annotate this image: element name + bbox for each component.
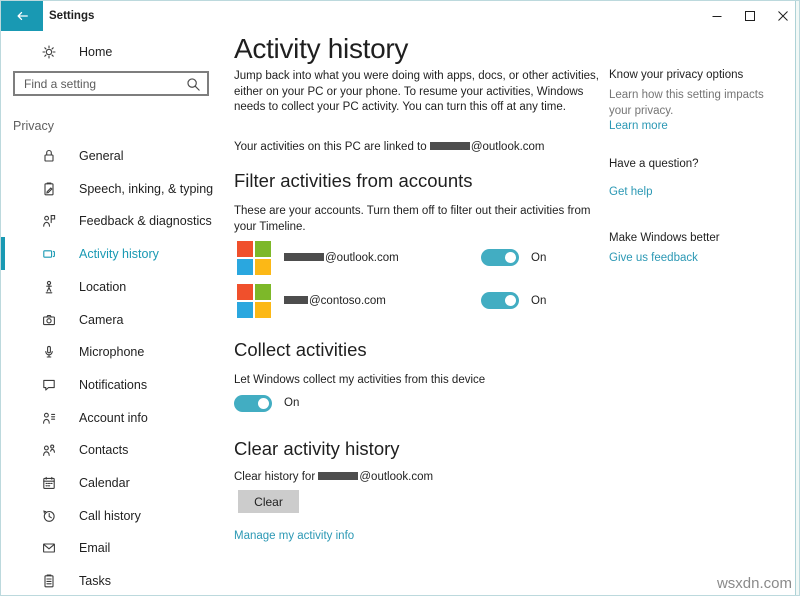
give-feedback-link[interactable]: Give us feedback	[609, 252, 698, 264]
search-icon[interactable]	[185, 76, 202, 93]
person-flag-icon	[41, 213, 57, 229]
sidebar-item-location[interactable]: Location	[1, 270, 231, 303]
sidebar-item-tasks[interactable]: Tasks	[1, 564, 231, 596]
sidebar-item-general[interactable]: General	[1, 139, 231, 172]
sidebar-item-call-history[interactable]: Call history	[1, 499, 231, 532]
minimize-button[interactable]	[700, 1, 733, 31]
collect-toggle-row	[234, 395, 299, 412]
account-row-outlook	[237, 241, 607, 275]
privacy-options-heading: Know your privacy options	[609, 69, 744, 81]
filter-description: These are your accounts. Turn them off to filter out their activities from your Timeline.	[234, 205, 591, 233]
redacted-email	[284, 296, 308, 304]
get-help-link[interactable]: Get help	[609, 186, 653, 198]
sidebar-item-account-info[interactable]: Account info	[1, 401, 231, 434]
clipboard-list-icon	[41, 573, 57, 589]
clock-icon	[41, 508, 57, 524]
linked-account-line: Your activities on this PC are linked to @outlook.com	[234, 141, 545, 153]
close-icon	[778, 11, 788, 21]
sidebar-item-email[interactable]: Email	[1, 531, 231, 564]
back-button[interactable]	[1, 1, 43, 31]
clear-heading: Clear activity history	[234, 438, 400, 459]
account-row-contoso	[237, 284, 607, 318]
camera-icon	[41, 312, 57, 328]
lock-icon	[41, 148, 57, 164]
sidebar-item-feedback[interactable]: Feedback & diagnostics	[1, 204, 231, 237]
collect-description: Let Windows collect my activities from this device	[234, 374, 486, 386]
intro-text: Jump back into what you were doing with apps, docs, or other activities, either on your PC or your phone. To resume your activities, Windows needs to collect your PC activity. You can turn this off at any time.	[234, 70, 599, 113]
back-arrow-icon	[15, 9, 30, 23]
selected-indicator	[1, 237, 5, 270]
have-question-heading: Have a question?	[609, 158, 699, 170]
window-edge	[795, 1, 799, 595]
sidebar-item-microphone[interactable]: Microphone	[1, 335, 231, 368]
sidebar-item-calendar[interactable]: Calendar	[1, 466, 231, 499]
sidebar-item-activity-history[interactable]: Activity history	[1, 237, 231, 270]
speech-bubble-icon	[41, 377, 57, 393]
sidebar-item-contacts[interactable]: Contacts	[1, 433, 231, 466]
two-people-icon	[41, 442, 57, 458]
clear-button[interactable]: Clear	[238, 490, 299, 513]
toggle-knob	[258, 398, 269, 409]
redacted-email	[318, 472, 358, 480]
sidebar-item-speech[interactable]: Speech, inking, & typing	[1, 172, 231, 205]
minimize-icon	[712, 11, 722, 21]
sidebar-item-home[interactable]	[1, 39, 231, 65]
microphone-icon	[41, 344, 57, 360]
microsoft-logo	[237, 284, 271, 318]
person-location-icon	[41, 279, 57, 295]
privacy-options-text: Learn how this setting impacts your privacy.	[609, 89, 764, 117]
toggle-state-label: On	[531, 252, 547, 264]
sidebar-item-camera[interactable]: Camera	[1, 303, 231, 336]
sidebar-item-notifications[interactable]: Notifications	[1, 368, 231, 401]
make-windows-better-heading: Make Windows better	[609, 232, 720, 244]
sidebar-section-privacy: Privacy	[13, 119, 54, 133]
collect-activities-toggle[interactable]	[234, 395, 272, 412]
toggle-state-label: On	[284, 396, 300, 409]
clear-description: Clear history for @outlook.com	[234, 471, 434, 483]
gear-icon	[41, 44, 57, 60]
maximize-icon	[745, 11, 755, 21]
account-toggle-outlook[interactable]	[481, 249, 519, 266]
task-view-icon	[41, 246, 57, 262]
toggle-knob	[505, 295, 516, 306]
filter-heading: Filter activities from accounts	[234, 170, 473, 191]
redacted-email	[284, 253, 324, 261]
microsoft-logo	[237, 241, 271, 275]
window-title: Settings	[49, 10, 95, 22]
search-box	[13, 71, 209, 96]
toggle-knob	[505, 252, 516, 263]
learn-more-link[interactable]: Learn more	[609, 120, 668, 132]
envelope-icon	[41, 540, 57, 556]
person-lines-icon	[41, 410, 57, 426]
toggle-state-label: On	[531, 295, 547, 307]
manage-activity-info-link[interactable]: Manage my activity info	[234, 530, 355, 542]
clipboard-pen-icon	[41, 181, 57, 197]
account-toggle-contoso[interactable]	[481, 292, 519, 309]
sidebar-home-label: Home	[79, 45, 113, 59]
redacted-email	[430, 142, 470, 150]
search-input[interactable]	[15, 73, 207, 94]
watermark: wsxdn.com	[713, 575, 792, 592]
account-email: @outlook.com	[284, 241, 399, 275]
account-email: @contoso.com	[284, 284, 386, 318]
page-title: Activity history	[234, 33, 409, 64]
calendar-icon	[41, 475, 57, 491]
collect-heading: Collect activities	[234, 339, 367, 360]
maximize-button[interactable]	[733, 1, 766, 31]
